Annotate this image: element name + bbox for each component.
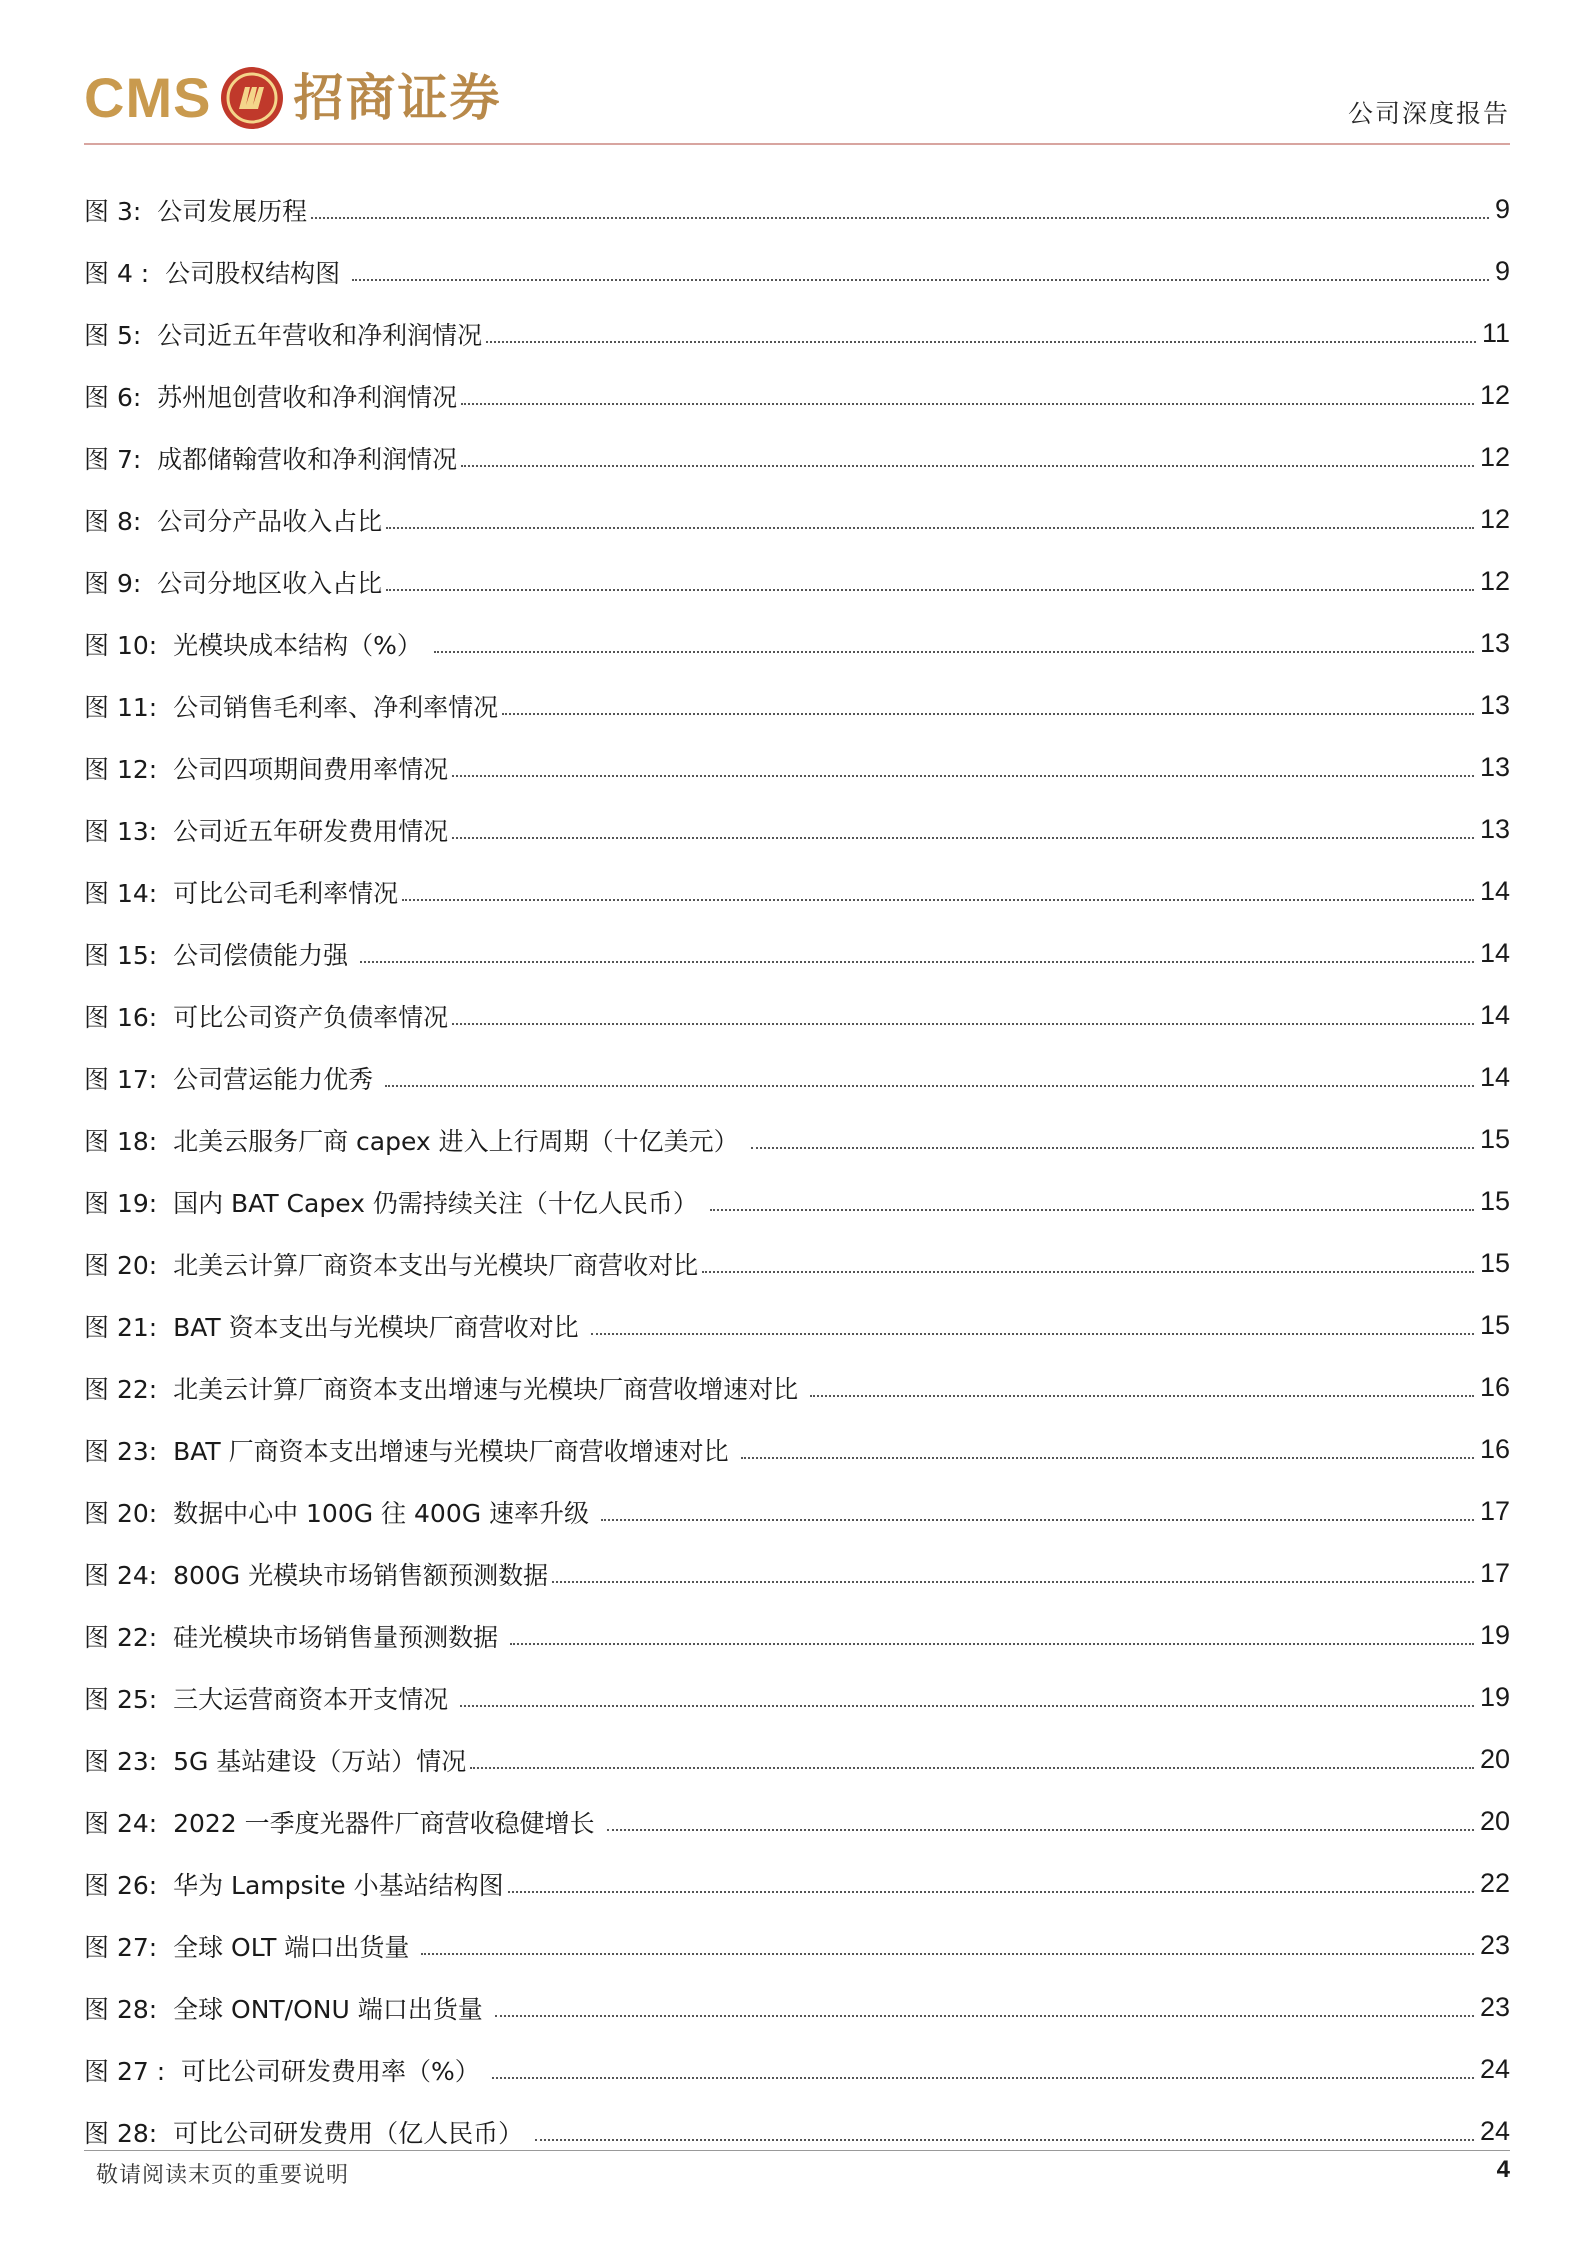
toc-entry[interactable] bbox=[84, 2025, 1510, 2087]
toc-entry-label: 图 28: 可比公司研发费用（亿人民币） bbox=[84, 2118, 532, 2148]
toc-entry-page: 12 bbox=[1479, 380, 1510, 411]
toc-entry-label: 图 11: 公司销售毛利率、净利率情况 bbox=[84, 692, 499, 722]
toc-entry[interactable] bbox=[84, 599, 1510, 661]
toc-dot-leader bbox=[470, 1767, 1474, 1769]
toc-entry-page: 12 bbox=[1479, 442, 1510, 473]
toc-entry[interactable] bbox=[84, 1281, 1510, 1343]
toc-entry[interactable] bbox=[84, 413, 1510, 475]
footer-divider bbox=[84, 2150, 1510, 2151]
disclaimer-note: 敬请阅读末页的重要说明 bbox=[96, 2163, 350, 2188]
toc-entry[interactable] bbox=[84, 1777, 1510, 1839]
toc-entry[interactable] bbox=[84, 1529, 1510, 1591]
report-type-label: 公司深度报告 bbox=[1347, 99, 1510, 128]
toc-entry-page: 11 bbox=[1481, 318, 1510, 349]
toc-entry[interactable] bbox=[84, 475, 1510, 537]
toc-entry-label: 图 7: 成都储翰营收和净利润情况 bbox=[84, 444, 458, 474]
toc-entry-label: 图 20: 北美云计算厂商资本支出与光模块厂商营收对比 bbox=[84, 1250, 699, 1280]
toc-entry-page: 13 bbox=[1479, 690, 1510, 721]
toc-entry-page: 13 bbox=[1479, 628, 1510, 659]
toc-entry-label: 图 6: 苏州旭创营收和净利润情况 bbox=[84, 382, 458, 412]
toc-dot-leader bbox=[741, 1457, 1474, 1459]
logo-latin-text: CMS bbox=[84, 66, 212, 129]
toc-entry[interactable] bbox=[84, 1405, 1510, 1467]
company-logo bbox=[84, 58, 501, 138]
toc-dot-leader bbox=[421, 1953, 1474, 1955]
toc-entry-label: 图 12: 公司四项期间费用率情况 bbox=[84, 754, 449, 784]
figure-list bbox=[84, 165, 1510, 2149]
toc-dot-leader bbox=[591, 1333, 1474, 1335]
toc-dot-leader bbox=[552, 1581, 1474, 1583]
toc-entry[interactable] bbox=[84, 351, 1510, 413]
toc-dot-leader bbox=[311, 217, 1489, 219]
toc-entry-label: 图 13: 公司近五年研发费用情况 bbox=[84, 816, 449, 846]
toc-entry-label: 图 22: 硅光模块市场销售量预测数据 bbox=[84, 1622, 507, 1652]
toc-entry-page: 12 bbox=[1479, 504, 1510, 535]
toc-entry[interactable] bbox=[84, 909, 1510, 971]
toc-entry-page: 16 bbox=[1479, 1372, 1510, 1403]
toc-entry-page: 13 bbox=[1479, 752, 1510, 783]
toc-dot-leader bbox=[486, 341, 1476, 343]
toc-entry-label: 图 5: 公司近五年营收和净利润情况 bbox=[84, 320, 483, 350]
toc-entry-page: 14 bbox=[1479, 1000, 1510, 1031]
toc-entry-label: 图 3: 公司发展历程 bbox=[84, 196, 308, 226]
toc-entry[interactable] bbox=[84, 227, 1510, 289]
header-divider bbox=[84, 143, 1510, 145]
toc-entry[interactable] bbox=[84, 1653, 1510, 1715]
toc-entry-label: 图 27: 全球 OLT 端口出货量 bbox=[84, 1932, 418, 1962]
toc-dot-leader bbox=[452, 837, 1474, 839]
toc-entry[interactable] bbox=[84, 1715, 1510, 1777]
toc-entry-label: 图 19: 国内 BAT Capex 仍需持续关注（十亿人民币） bbox=[84, 1188, 706, 1218]
toc-entry[interactable] bbox=[84, 289, 1510, 351]
toc-entry-label: 图 22: 北美云计算厂商资本支出增速与光模块厂商营收增速对比 bbox=[84, 1374, 807, 1404]
toc-entry-label: 图 4 : 公司股权结构图 bbox=[84, 258, 349, 288]
toc-dot-leader bbox=[495, 2015, 1474, 2017]
toc-entry-page: 23 bbox=[1479, 1930, 1510, 1961]
toc-entry-label: 图 10: 光模块成本结构（%） bbox=[84, 630, 430, 660]
toc-dot-leader bbox=[751, 1147, 1474, 1149]
toc-entry[interactable] bbox=[84, 165, 1510, 227]
toc-entry-page: 17 bbox=[1479, 1496, 1510, 1527]
toc-dot-leader bbox=[461, 465, 1474, 467]
toc-entry[interactable] bbox=[84, 1219, 1510, 1281]
toc-entry-page: 15 bbox=[1479, 1124, 1510, 1155]
page-header bbox=[84, 52, 1510, 146]
toc-entry-label: 图 23: BAT 厂商资本支出增速与光模块厂商营收增速对比 bbox=[84, 1436, 737, 1466]
toc-entry-label: 图 28: 全球 ONT/ONU 端口出货量 bbox=[84, 1994, 491, 2024]
toc-entry-label: 图 21: BAT 资本支出与光模块厂商营收对比 bbox=[84, 1312, 587, 1342]
toc-dot-leader bbox=[352, 279, 1489, 281]
toc-entry-label: 图 17: 公司营运能力优秀 bbox=[84, 1064, 382, 1094]
toc-entry-page: 24 bbox=[1479, 2116, 1510, 2147]
toc-dot-leader bbox=[460, 1705, 1474, 1707]
toc-entry-page: 16 bbox=[1479, 1434, 1510, 1465]
toc-entry[interactable] bbox=[84, 661, 1510, 723]
toc-entry-page: 9 bbox=[1494, 256, 1510, 287]
toc-entry-page: 12 bbox=[1479, 566, 1510, 597]
toc-entry-page: 23 bbox=[1479, 1992, 1510, 2023]
toc-dot-leader bbox=[452, 1023, 1474, 1025]
toc-entry-page: 15 bbox=[1479, 1310, 1510, 1341]
toc-entry[interactable] bbox=[84, 537, 1510, 599]
toc-dot-leader bbox=[360, 961, 1474, 963]
toc-entry-page: 14 bbox=[1479, 876, 1510, 907]
toc-entry[interactable] bbox=[84, 1963, 1510, 2025]
toc-dot-leader bbox=[492, 2077, 1474, 2079]
toc-entry-page: 19 bbox=[1479, 1682, 1510, 1713]
toc-entry-page: 24 bbox=[1479, 2054, 1510, 2085]
toc-dot-leader bbox=[386, 527, 1474, 529]
toc-dot-leader bbox=[452, 775, 1474, 777]
logo-emblem-icon bbox=[219, 65, 285, 131]
toc-dot-leader bbox=[510, 1643, 1474, 1645]
toc-entry[interactable] bbox=[84, 1343, 1510, 1405]
toc-entry[interactable] bbox=[84, 785, 1510, 847]
toc-dot-leader bbox=[434, 651, 1474, 653]
toc-entry-label: 图 23: 5G 基站建设（万站）情况 bbox=[84, 1746, 467, 1776]
toc-entry-page: 9 bbox=[1494, 194, 1510, 225]
toc-entry-label: 图 15: 公司偿债能力强 bbox=[84, 940, 357, 970]
toc-entry-page: 17 bbox=[1479, 1558, 1510, 1589]
toc-entry-label: 图 24: 2022 一季度光器件厂商营收稳健增长 bbox=[84, 1808, 603, 1838]
toc-entry-page: 14 bbox=[1479, 1062, 1510, 1093]
toc-entry-label: 图 16: 可比公司资产负债率情况 bbox=[84, 1002, 449, 1032]
toc-dot-leader bbox=[461, 403, 1474, 405]
toc-entry-label: 图 25: 三大运营商资本开支情况 bbox=[84, 1684, 457, 1714]
toc-dot-leader bbox=[502, 713, 1474, 715]
toc-entry[interactable] bbox=[84, 2087, 1510, 2149]
toc-entry-page: 14 bbox=[1479, 938, 1510, 969]
toc-entry[interactable] bbox=[84, 1901, 1510, 1963]
toc-entry-label: 图 9: 公司分地区收入占比 bbox=[84, 568, 383, 598]
toc-entry[interactable] bbox=[84, 1467, 1510, 1529]
toc-entry-page: 20 bbox=[1479, 1806, 1510, 1837]
toc-entry-label: 图 26: 华为 Lampsite 小基站结构图 bbox=[84, 1870, 504, 1900]
toc-dot-leader bbox=[607, 1829, 1474, 1831]
toc-dot-leader bbox=[702, 1271, 1474, 1273]
toc-entry-label: 图 8: 公司分产品收入占比 bbox=[84, 506, 383, 536]
toc-entry-page: 15 bbox=[1479, 1248, 1510, 1279]
toc-entry-label: 图 18: 北美云服务厂商 capex 进入上行周期（十亿美元） bbox=[84, 1126, 747, 1156]
toc-dot-leader bbox=[535, 2139, 1474, 2141]
toc-entry[interactable] bbox=[84, 1591, 1510, 1653]
toc-entry-page: 20 bbox=[1479, 1744, 1510, 1775]
toc-dot-leader bbox=[402, 899, 1474, 901]
logo-chinese-text: 招商证券 bbox=[293, 69, 502, 127]
toc-entry-page: 13 bbox=[1479, 814, 1510, 845]
toc-dot-leader bbox=[508, 1891, 1474, 1893]
toc-entry-label: 图 20: 数据中心中 100G 往 400G 速率升级 bbox=[84, 1498, 597, 1528]
toc-dot-leader bbox=[601, 1519, 1474, 1521]
toc-entry[interactable] bbox=[84, 1095, 1510, 1157]
toc-entry[interactable] bbox=[84, 1033, 1510, 1095]
toc-entry[interactable] bbox=[84, 971, 1510, 1033]
toc-entry-page: 22 bbox=[1479, 1868, 1510, 1899]
toc-entry-label: 图 14: 可比公司毛利率情况 bbox=[84, 878, 399, 908]
toc-entry[interactable] bbox=[84, 1157, 1510, 1219]
toc-dot-leader bbox=[386, 589, 1474, 591]
toc-entry-page: 15 bbox=[1479, 1186, 1510, 1217]
toc-entry[interactable] bbox=[84, 847, 1510, 909]
toc-entry-label: 图 27 : 可比公司研发费用率（%） bbox=[84, 2056, 488, 2086]
page-number: 4 bbox=[1496, 2156, 1510, 2183]
toc-dot-leader bbox=[810, 1395, 1474, 1397]
toc-entry-label: 图 24: 800G 光模块市场销售额预测数据 bbox=[84, 1560, 549, 1590]
toc-dot-leader bbox=[385, 1085, 1474, 1087]
toc-entry-page: 19 bbox=[1479, 1620, 1510, 1651]
toc-entry[interactable] bbox=[84, 1839, 1510, 1901]
toc-entry[interactable] bbox=[84, 723, 1510, 785]
toc-dot-leader bbox=[710, 1209, 1474, 1211]
